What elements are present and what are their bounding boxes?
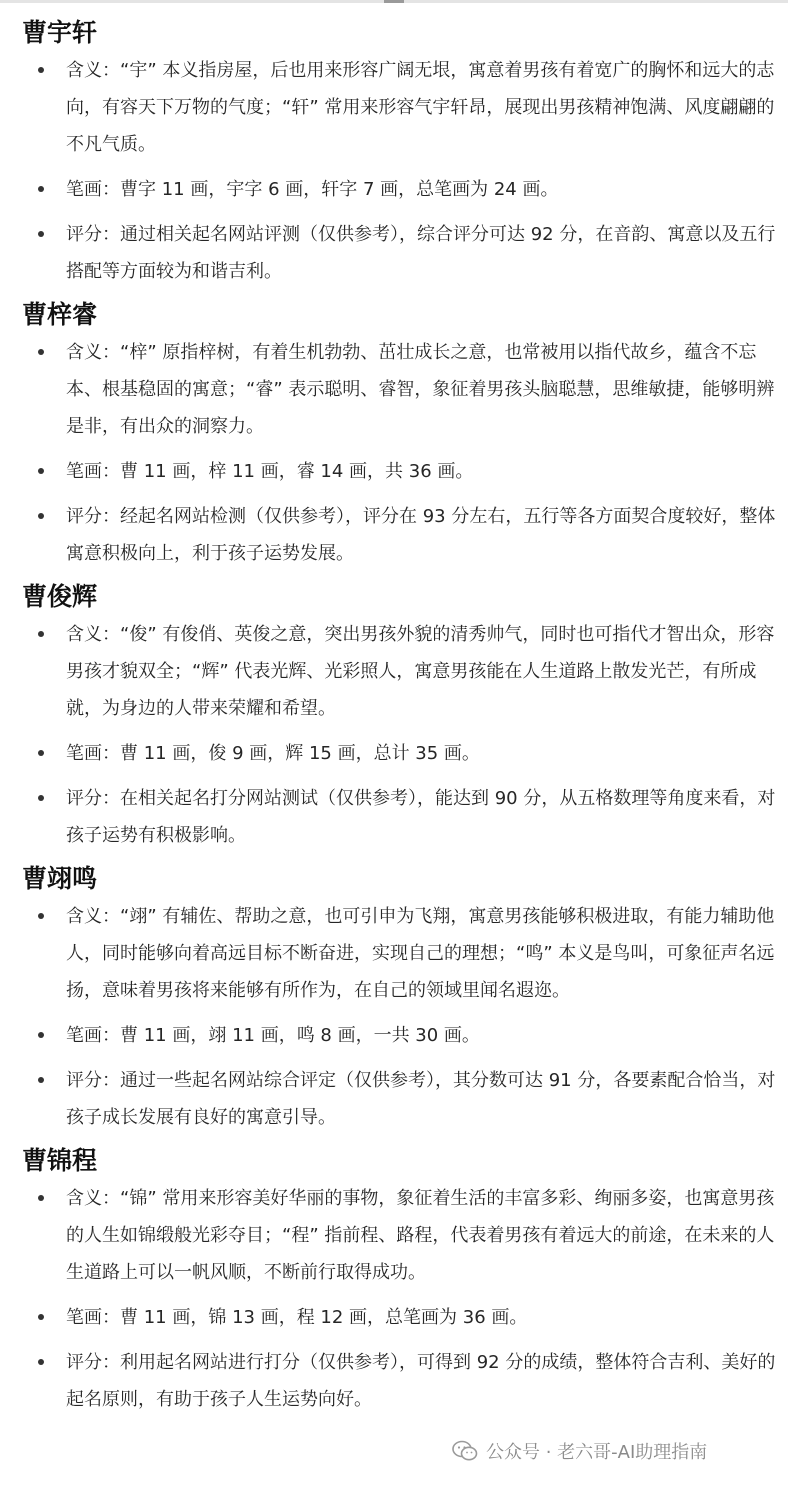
list-item: 笔画：曹 11 画，俊 9 画，辉 15 画，总计 35 画。 [0, 735, 788, 772]
name-title: 曹翊鸣 [22, 864, 98, 893]
list-item: 含义：“梓” 原指梓树，有着生机勃勃、茁壮成长之意，也常被用以指代故乡，蕴含不忘本、根基稳固的寓意；“睿” 表示聪明、睿智，象征着男孩头脑聪慧，思维敏捷，能够明辨是非，有出众的洞察力。 [0, 334, 788, 445]
list-item: 笔画：曹 11 画，梓 11 画，睿 14 画，共 36 画。 [0, 453, 788, 490]
list-item: 笔画：曹字 11 画，宇字 6 画，轩字 7 画，总笔画为 24 画。 [0, 171, 788, 208]
name-section [0, 580, 788, 862]
wechat-icon [452, 1440, 478, 1462]
drag-handle[interactable] [384, 0, 404, 3]
name-title: 曹锦程 [22, 1146, 98, 1175]
footer-text: 公众号 · 老六哥-AI助理指南 [486, 1442, 708, 1463]
bullet-list [0, 616, 788, 854]
bullet-list [0, 334, 788, 572]
name-section [0, 16, 788, 298]
list-item: 评分：在相关起名打分网站测试（仅供参考），能达到 90 分，从五格数理等角度来看，对孩子运势有积极影响。 [0, 780, 788, 854]
bullet-list [0, 898, 788, 1136]
name-section [0, 298, 788, 580]
list-item: 评分：利用起名网站进行打分（仅供参考），可得到 92 分的成绩，整体符合吉利、美好的起名原则，有助于孩子人生运势向好。 [0, 1344, 788, 1418]
list-item: 笔画：曹 11 画，锦 13 画，程 12 画，总笔画为 36 画。 [0, 1299, 788, 1336]
name-title: 曹宇轩 [22, 18, 98, 47]
name-section [0, 862, 788, 1144]
list-item: 评分：通过一些起名网站综合评定（仅供参考），其分数可达 91 分，各要素配合恰当，对孩子成长发展有良好的寓意引导。 [0, 1062, 788, 1136]
list-item: 含义：“俊” 有俊俏、英俊之意，突出男孩外貌的清秀帅气，同时也可指代才智出众，形容男孩才貌双全；“辉” 代表光辉、光彩照人，寓意男孩能在人生道路上散发光芒，有所成就，为身边的人带来荣耀和希望。 [0, 616, 788, 727]
bullet-list [0, 1180, 788, 1418]
list-item: 评分：通过相关起名网站评测（仅供参考），综合评分可达 92 分，在音韵、寓意以及五行搭配等方面较为和谐吉利。 [0, 216, 788, 290]
list-item: 含义：“翊” 有辅佐、帮助之意，也可引申为飞翔，寓意男孩能够积极进取，有能力辅助他人，同时能够向着高远目标不断奋进，实现自己的理想；“鸣” 本义是鸟叫，可象征声名远扬，意味着男孩将来能够有所作为，在自己的领域里闻名遐迩。 [0, 898, 788, 1009]
bullet-list [0, 52, 788, 290]
name-section [0, 1144, 788, 1426]
list-item: 含义：“宇” 本义指房屋，后也用来形容广阔无垠，寓意着男孩有着宽广的胸怀和远大的志向，有容天下万物的气度；“轩” 常用来形容气宇轩昂，展现出男孩精神饱满、风度翩翩的不凡气质。 [0, 52, 788, 163]
name-title: 曹俊辉 [22, 582, 98, 611]
list-item: 含义：“锦” 常用来形容美好华丽的事物，象征着生活的丰富多彩、绚丽多姿，也寓意男孩的人生如锦缎般光彩夺目；“程” 指前程、路程，代表着男孩有着远大的前途，在未来的人生道路上可以一帆风顺，不断前行取得成功。 [0, 1180, 788, 1291]
name-title: 曹梓睿 [22, 300, 98, 329]
list-item: 笔画：曹 11 画，翊 11 画，鸣 8 画，一共 30 画。 [0, 1017, 788, 1054]
footer-watermark [452, 1436, 707, 1466]
list-item: 评分：经起名网站检测（仅供参考），评分在 93 分左右，五行等各方面契合度较好，整体寓意积极向上，利于孩子运势发展。 [0, 498, 788, 572]
article-body [0, 16, 788, 1426]
